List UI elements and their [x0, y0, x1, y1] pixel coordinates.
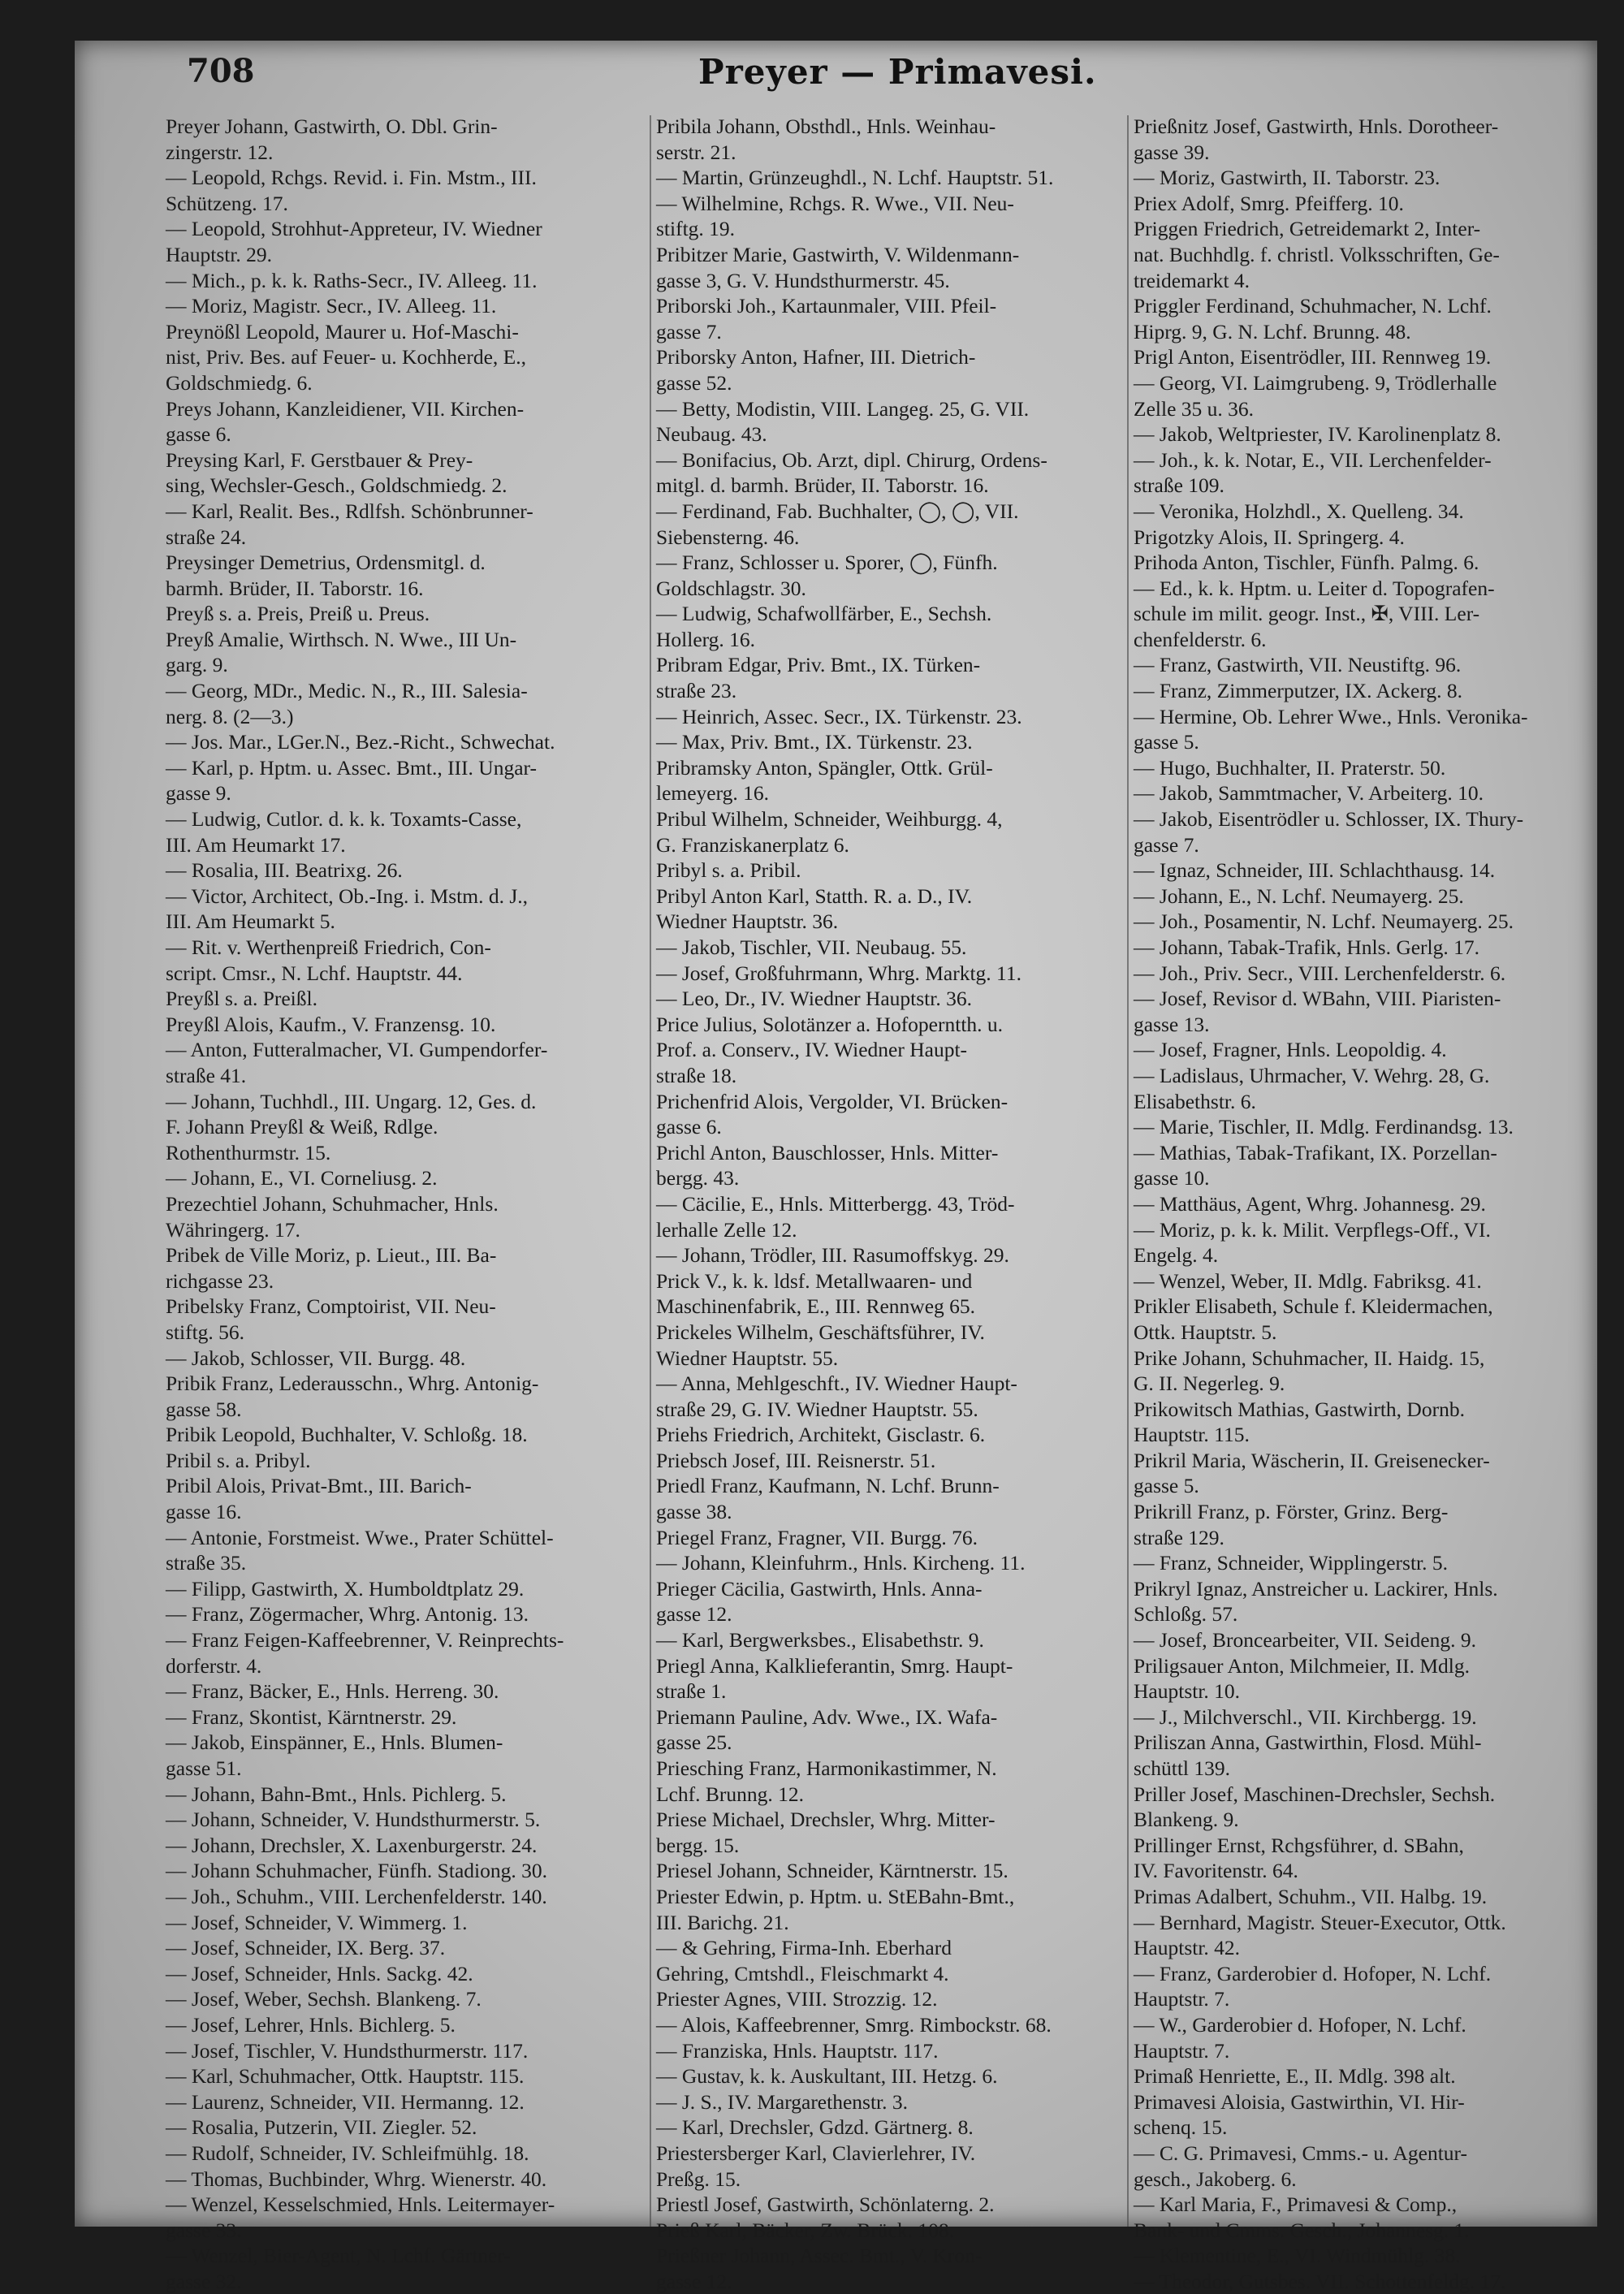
- directory-line: straße 23.: [656, 679, 737, 703]
- directory-line: Priester Agnes, VIII. Strozzig. 12.: [656, 1987, 938, 2011]
- directory-line: Priese Michael, Drechsler, Whrg. Mitter-: [656, 1808, 996, 1832]
- directory-line: zingerstr. 12.: [166, 140, 274, 164]
- directory-line: Pribramsky Anton, Spängler, Ottk. Grül-: [656, 755, 993, 780]
- directory-line: — Martin, Grünzeughdl., N. Lchf. Hauptstr. 51.: [656, 166, 1054, 190]
- directory-line: — Jakob, Sammtmacher, V. Arbeiterg. 10.: [1134, 781, 1484, 806]
- directory-line: Rothenthurmstr. 15.: [166, 1140, 331, 1164]
- directory-line: gasse 6.: [166, 422, 231, 447]
- directory-line: Prigl Anton, Eisentrödler, III. Rennweg 19.: [1134, 345, 1492, 369]
- directory-line: straße 109.: [1134, 473, 1224, 498]
- directory-line: — Marie, Tischler, II. Mdlg. Ferdinandsg. 13.: [1134, 1115, 1514, 1139]
- directory-line: — C. G. Primavesi, Cmms.- u. Agentur-: [1134, 2141, 1468, 2165]
- directory-line: Prichl Anton, Bauschlosser, Hnls. Mitter-: [656, 1140, 999, 1164]
- directory-line: — Josef, Schneider, Hnls. Sackg. 42.: [166, 1961, 473, 1985]
- directory-line: Hauptstr. 115.: [1134, 1423, 1250, 1447]
- directory-line: — Johann, E., VI. Corneliusg. 2.: [166, 1166, 438, 1190]
- directory-line: gasse 7.: [1134, 832, 1199, 857]
- directory-line: — Johann, Tuchhdl., III. Ungarg. 12, Ges. d.: [166, 1089, 537, 1113]
- directory-line: straße 18.: [656, 1063, 737, 1087]
- directory-line: — Moriz, p. k. k. Milit. Verpflegs-Off., VI.: [1134, 1217, 1491, 1242]
- directory-line: Bank- und Cmms. Gesch., Johannesg. 1.: [1134, 2218, 1470, 2242]
- directory-line: Prigotzky Alois, II. Springerg. 4.: [1134, 525, 1405, 549]
- directory-line: gasse 51.: [166, 1756, 242, 1780]
- directory-line: — J., Milchverschl., VII. Kirchbergg. 19.: [1134, 1704, 1477, 1729]
- directory-line: stiftg. 19.: [656, 217, 736, 241]
- directory-line: — Moriz, Gastwirth, II. Taborstr. 23.: [1134, 166, 1440, 190]
- directory-line: III. Am Heumarkt 17.: [166, 832, 346, 857]
- column-rule-1: [650, 115, 651, 2227]
- directory-line: Prikril Maria, Wäscherin, II. Greisenecker-: [1134, 1448, 1490, 1472]
- directory-line: Priehs Friedrich, Architekt, Gisclastr. 6.: [656, 1423, 986, 1447]
- directory-line: Blankeng. 9.: [1134, 1808, 1239, 1832]
- directory-line: — Josef, Fragner, Hnls. Leopoldig. 4.: [1134, 1038, 1447, 1062]
- directory-line: — Joh., k. k. Notar, E., VII. Lerchenfelder-: [1134, 447, 1492, 472]
- directory-line: straße 29, G. IV. Wiedner Hauptstr. 55.: [656, 1397, 978, 1421]
- directory-line: gasse 12.: [656, 1602, 732, 1627]
- column-2: [656, 114, 1124, 2293]
- directory-line: — Bonifacius, Ob. Arzt, dipl. Chirurg, Ordens-: [656, 447, 1047, 472]
- directory-line: — Josef, Schneider, V. Wimmerg. 1.: [166, 1910, 468, 1934]
- directory-line: — Jakob, Weltpriester, IV. Karolinenplatz 8.: [1134, 422, 1501, 447]
- directory-line: — Johann, Tabak-Trafik, Hnls. Gerlg. 17.: [1134, 935, 1480, 959]
- directory-line: Hauptstr. 42.: [1134, 1936, 1241, 1960]
- directory-line: Elisabethstr. 6.: [1134, 1089, 1256, 1113]
- directory-line: Hauptstr. 29.: [166, 242, 273, 266]
- directory-line: — Franz, Schneider, Wipplingerstr. 5.: [1134, 1551, 1448, 1575]
- directory-line: Goldschmiedg. 6.: [166, 370, 313, 395]
- directory-line: Pribil Alois, Privat-Bmt., III. Barich-: [166, 1474, 472, 1498]
- directory-line: — Rosalia, Putzerin, VII. Ziegler. 52.: [166, 2115, 477, 2140]
- directory-line: gasse 32.: [166, 2269, 242, 2293]
- directory-line: — Josef, Lehrer, Hnls. Bichlerg. 5.: [166, 2012, 456, 2037]
- directory-line: Ottk. Hauptstr. 5.: [1134, 1320, 1277, 1344]
- directory-line: Pribik Leopold, Buchhalter, V. Schloßg. 18.: [166, 1423, 528, 1447]
- directory-line: chenfelderstr. 6.: [1134, 627, 1267, 651]
- directory-line: — Ed., k. k. Hptm. u. Leiter d. Topografen-: [1134, 576, 1495, 600]
- directory-line: — Joh., Priv. Secr., VIII. Lerchenfelderstr. 6.: [1134, 961, 1506, 985]
- directory-line: gasse 9.: [166, 781, 231, 806]
- directory-line: straße 1.: [656, 1679, 727, 1704]
- directory-line: — Franz, Skontist, Kärntnerstr. 29.: [166, 1704, 457, 1729]
- directory-line: — Hermine, Ob. Lehrer Wwe., Hnls. Veronika-: [1134, 704, 1528, 728]
- directory-line: Neubaug. 43.: [656, 422, 767, 447]
- directory-line: gasse 52.: [656, 370, 732, 395]
- directory-line: Maschinenfabrik, E., III. Rennweg 65.: [656, 1294, 976, 1319]
- directory-line: — Josef, Weber, Sechsh. Blankeng. 7.: [166, 1987, 482, 2011]
- directory-line: — J. S., IV. Margarethenstr. 3.: [656, 2089, 908, 2114]
- directory-line: — W., Garderobier d. Hofoper, N. Lchf.: [1134, 2012, 1466, 2037]
- directory-line: Preyß Amalie, Wirthsch. N. Wwe., III Un-: [166, 627, 517, 651]
- directory-line: — Wenzel, Kesselschmied, Hnls. Leitermayer-: [166, 2192, 555, 2217]
- directory-line: bergg. 15.: [656, 1833, 740, 1857]
- directory-line: — Wenzel, Weber, II. Mdlg. Fabriksg. 41.: [1134, 1268, 1482, 1293]
- directory-line: — Josef, Schneider, IX. Berg. 37.: [166, 1936, 446, 1960]
- directory-line: — Leopold, Rchgs. Revid. i. Fin. Mstm., III.: [166, 166, 537, 190]
- directory-line: Preyer Johann, Gastwirth, O. Dbl. Grin-: [166, 114, 498, 138]
- directory-line: III. Barichg. 21.: [656, 1910, 789, 1934]
- directory-line: Pribitzer Marie, Gastwirth, V. Wildenmann-: [656, 242, 1020, 266]
- directory-line: serstr. 21.: [656, 140, 736, 164]
- directory-line: Engelg. 4.: [1134, 1243, 1219, 1268]
- directory-line: Price Julius, Solotänzer a. Hofoperntth. u.: [656, 1012, 1004, 1036]
- directory-line: Priliszan Anna, Gastwirthin, Flosd. Mühl-: [1134, 1730, 1482, 1755]
- directory-line: Pribyl Anton Karl, Statth. R. a. D., IV.: [656, 883, 973, 908]
- directory-line: Priex Adolf, Smrg. Pfeifferg. 10.: [1134, 191, 1404, 215]
- directory-line: gasse 3, G. V. Hundsthurmerstr. 45.: [656, 268, 950, 292]
- directory-line: — & Gehring, Firma-Inh. Eberhard: [656, 1936, 952, 1960]
- directory-line: — Johann, Trödler, III. Rasumoffskyg. 29.: [656, 1243, 1009, 1268]
- directory-line: Pribyl s. a. Pribil.: [656, 858, 801, 883]
- directory-line: — Ignaz, Schneider, III. Schlachthausg. 14.: [1134, 858, 1496, 883]
- directory-line: schüttl 139.: [1134, 1756, 1230, 1780]
- directory-line: Preyßl s. a. Preißl.: [166, 987, 317, 1011]
- directory-line: — Anna, Mehlgeschft., IV. Wiedner Haupt-: [656, 1372, 1017, 1396]
- directory-line: — Josef, Tischler, V. Hundsthurmerstr. 117.: [166, 2038, 529, 2063]
- directory-line: — Karl, p. Hptm. u. Assec. Bmt., III. Ungar-: [166, 755, 537, 780]
- directory-line: Siebensterng. 46.: [656, 525, 800, 549]
- directory-line: straße 35.: [166, 1551, 247, 1575]
- directory-line: gasse 10.: [1134, 1166, 1210, 1190]
- directory-line: gasse 38.: [656, 1500, 732, 1524]
- column-1: [166, 114, 641, 2293]
- page-number: 708: [187, 52, 255, 90]
- directory-line: Preynößl Leopold, Maurer u. Hof-Maschi-: [166, 319, 519, 343]
- directory-line: — Franz, Garderobier d. Hofoper, N. Lchf.: [1134, 1961, 1492, 1985]
- directory-line: Prof. a. Conserv., IV. Wiedner Haupt-: [656, 1038, 968, 1062]
- directory-line: Priester Edwin, p. Hptm. u. StEBahn-Bmt.,: [656, 1884, 1015, 1908]
- directory-line: — Karl, Bergwerksbes., Elisabethstr. 9.: [656, 1628, 984, 1652]
- directory-line: Hiprg. 9, G. N. Lchf. Brunng. 48.: [1134, 319, 1411, 343]
- directory-line: Priestersberger Karl, Clavierlehrer, IV.: [656, 2141, 976, 2165]
- directory-line: — Klementine, E., VI. Windmühlg. 38.: [1134, 2244, 1461, 2268]
- directory-line: Prikler Elisabeth, Schule f. Kleidermachen,: [1134, 1294, 1493, 1319]
- directory-line: — Karl, Realit. Bes., Rdlfsh. Schönbrunner-: [166, 499, 533, 523]
- directory-line: gasse 13.: [1134, 1012, 1210, 1036]
- directory-line: — Ferdinand, Fab. Buchhalter, ◯, ◯, VII.: [656, 499, 1019, 523]
- directory-line: Hauptstr. 7.: [1134, 1987, 1230, 2011]
- directory-line: — Karl Maria, F., Primavesi & Comp.,: [1134, 2192, 1458, 2217]
- directory-line: — Franz, Bäcker, E., Hnls. Herreng. 30.: [166, 1679, 499, 1704]
- directory-line: — Heinrich, Assec. Secr., IX. Türkenstr. 23.: [656, 704, 1022, 728]
- directory-line: gasse 6.: [656, 1115, 722, 1139]
- directory-line: Priegel Franz, Fragner, VII. Burgg. 76.: [656, 1525, 978, 1549]
- directory-line: Prießner Johann, Assec. Bmt., V. Kron-: [656, 2244, 983, 2268]
- directory-line: Prikowitsch Mathias, Gastwirth, Dornb.: [1134, 1397, 1465, 1421]
- directory-line: Priedl Franz, Kaufmann, N. Lchf. Brunn-: [656, 1474, 1000, 1498]
- directory-line: — Wenzel, Bier-Agent, N. Lchf. Gärtner-: [166, 2244, 511, 2268]
- directory-line: Prieß Karl, Bäcker, Zw. Brück. 108.: [656, 2218, 954, 2242]
- directory-line: — Joh., Posamentir, N. Lchf. Neumayerg. 25.: [1134, 909, 1514, 934]
- directory-line: barmh. Brüder, II. Taborstr. 16.: [166, 576, 424, 600]
- directory-line: Wiedner Hauptstr. 36.: [656, 909, 839, 934]
- directory-line: — Josef, Broncearbeiter, VII. Seideng. 9.: [1134, 1628, 1476, 1652]
- directory-line: Primas Adalbert, Schuhm., VII. Halbg. 19.: [1134, 1884, 1488, 1908]
- directory-line: Prezechtiel Johann, Schuhmacher, Hnls.: [166, 1191, 499, 1216]
- directory-line: richgasse 23.: [166, 1268, 274, 1293]
- directory-line: Wiedner Hauptstr. 55.: [656, 1346, 839, 1370]
- directory-line: Priestl Josef, Gastwirth, Schönlaterng. 2.: [656, 2192, 995, 2217]
- directory-line: — Georg, MDr., Medic. N., R., III. Salesia-: [166, 679, 528, 703]
- column-3: [1134, 114, 1600, 2293]
- directory-line: — Filipp, Gastwirth, X. Humboldtplatz 29.: [166, 1576, 525, 1601]
- directory-line: — Moriz, Magistr. Secr., IV. Alleeg. 11.: [166, 294, 497, 318]
- directory-line: — Franziska, Hnls. Hauptstr. 117.: [656, 2038, 939, 2063]
- directory-line: Preys Johann, Kanzleidiener, VII. Kirchen-: [166, 396, 525, 421]
- directory-line: — Rudolf, Schneider, IV. Schleifmühlg. 18.: [166, 2141, 529, 2165]
- directory-line: gasse 12.: [656, 2269, 732, 2293]
- directory-line: Priller Josef, Maschinen-Drechsler, Sechsh.: [1134, 1782, 1496, 1806]
- directory-line: — Ludwig, Schafwollfärber, E., Sechsh.: [656, 602, 992, 626]
- directory-line: bergg. 43.: [656, 1166, 740, 1190]
- directory-line: nat. Buchhdlg. f. christl. Volksschriften, Ge-: [1134, 242, 1500, 266]
- directory-line: — Karl, Schuhmacher, Ottk. Hauptstr. 115.: [166, 2064, 525, 2089]
- directory-line: — Rit. v. Werthenpreiß Friedrich, Con-: [166, 935, 491, 959]
- directory-line: Pribik Franz, Lederausschn., Whrg. Antonig-: [166, 1372, 539, 1396]
- directory-line: — Franz, Gastwirth, VII. Neustiftg. 96.: [1134, 653, 1462, 677]
- directory-line: Primaß Henriette, E., II. Mdlg. 398 alt.: [1134, 2064, 1456, 2089]
- directory-line: — Josef, Revisor d. WBahn, VIII. Piaristen-: [1134, 987, 1501, 1011]
- directory-line: Pribul Wilhelm, Schneider, Weihburgg. 4,: [656, 807, 1003, 832]
- directory-line: Hauptstr. 10.: [1134, 1679, 1241, 1704]
- directory-line: — Franz, Zögermacher, Whrg. Antonig. 13.: [166, 1602, 529, 1627]
- directory-line: — Franz, Schlosser u. Sporer, ◯, Fünfh.: [656, 551, 998, 575]
- directory-line: Prichenfrid Alois, Vergolder, VI. Brücken-: [656, 1089, 1009, 1113]
- directory-line: Prick V., k. k. ldsf. Metallwaaren- und: [656, 1268, 973, 1293]
- directory-line: — Theodor, Gutsbes. VII. Schottenfeldg. 17.: [1134, 2269, 1506, 2293]
- directory-line: Prillinger Ernst, Rchgsführer, d. SBahn,: [1134, 1833, 1464, 1857]
- directory-line: — Georg, VI. Laimgrubeng. 9, Trödlerhalle: [1134, 370, 1497, 395]
- directory-line: — Johann Schuhmacher, Fünfh. Stadiong. 30.: [166, 1859, 547, 1883]
- directory-line: — Laurenz, Schneider, VII. Hermanng. 12.: [166, 2089, 525, 2114]
- directory-line: Primavesi Aloisia, Gastwirthin, VI. Hir-: [1134, 2089, 1465, 2114]
- directory-line: Priemann Pauline, Adv. Wwe., IX. Wafa-: [656, 1704, 998, 1729]
- directory-line: — Ludwig, Cutlor. d. k. k. Toxamts-Casse,: [166, 807, 522, 832]
- directory-line: — Anton, Futteralmacher, VI. Gumpendorfer-: [166, 1038, 548, 1062]
- directory-line: gasse 5.: [1134, 730, 1199, 754]
- directory-line: sing, Wechsler-Gesch., Goldschmiedg. 2.: [166, 473, 508, 498]
- directory-line: — Mathias, Tabak-Trafikant, IX. Porzellan-: [1134, 1140, 1497, 1164]
- directory-line: — Mich., p. k. k. Raths-Secr., IV. Alleeg. 11.: [166, 268, 538, 292]
- directory-line: schule im milit. geogr. Inst., ✠, VIII. Ler-: [1134, 602, 1480, 626]
- directory-line: straße 129.: [1134, 1525, 1224, 1549]
- directory-line: — Bernhard, Magistr. Steuer-Executor, Ottk.: [1134, 1910, 1506, 1934]
- directory-line: III. Am Heumarkt 5.: [166, 909, 335, 934]
- directory-line: Hollerg. 16.: [656, 627, 756, 651]
- directory-line: mitgl. d. barmh. Brüder, II. Taborstr. 16.: [656, 473, 989, 498]
- directory-line: — Thomas, Buchbinder, Whrg. Wienerstr. 40.: [166, 2167, 547, 2191]
- directory-line: gasse 25.: [656, 1730, 732, 1755]
- directory-line: Prickeles Wilhelm, Geschäftsführer, IV.: [656, 1320, 985, 1344]
- directory-line: — Antonie, Forstmeist. Wwe., Prater Schüttel-: [166, 1525, 554, 1549]
- directory-line: — Karl, Drechsler, Gdzd. Gärtnerg. 8.: [656, 2115, 974, 2140]
- directory-line: — Rosalia, III. Beatrixg. 26.: [166, 858, 403, 883]
- directory-line: — Veronika, Holzhdl., X. Quelleng. 34.: [1134, 499, 1464, 523]
- directory-line: garg. 9.: [166, 653, 228, 677]
- directory-line: — Joh., Schuhm., VIII. Lerchenfelderstr. 140.: [166, 1884, 547, 1908]
- directory-line: — Jakob, Eisentrödler u. Schlosser, IX. Thury-: [1134, 807, 1524, 832]
- directory-line: — Jakob, Einspänner, E., Hnls. Blumen-: [166, 1730, 503, 1755]
- directory-line: Priborsky Anton, Hafner, III. Dietrich-: [656, 345, 976, 369]
- directory-line: — Johann, Kleinfuhrm., Hnls. Kircheng. 11.: [656, 1551, 1026, 1575]
- directory-line: gesch., Jakoberg. 6.: [1134, 2167, 1297, 2191]
- directory-line: Pribram Edgar, Priv. Bmt., IX. Türken-: [656, 653, 981, 677]
- directory-line: — Johann, Schneider, V. Hundsthurmerstr. 5.: [166, 1808, 541, 1832]
- directory-line: — Leo, Dr., IV. Wiedner Hauptstr. 36.: [656, 987, 972, 1011]
- directory-line: Preyß s. a. Preis, Preiß u. Preus.: [166, 602, 430, 626]
- directory-line: Prike Johann, Schuhmacher, II. Haidg. 15,: [1134, 1346, 1485, 1370]
- directory-line: gasse 7.: [656, 319, 722, 343]
- directory-line: — Josef, Großfuhrmann, Whrg. Marktg. 11.: [656, 961, 1021, 985]
- directory-line: Goldschlagstr. 30.: [656, 576, 806, 600]
- running-head: Preyer — Primavesi.: [698, 52, 1097, 92]
- directory-line: — Wilhelmine, Rchgs. R. Wwe., VII. Neu-: [656, 191, 1014, 215]
- directory-line: Prikryl Ignaz, Anstreicher u. Lackirer, Hnls.: [1134, 1576, 1498, 1601]
- directory-line: — Gustav, k. k. Auskultant, III. Hetzg. 6.: [656, 2064, 998, 2089]
- directory-line: — Jakob, Tischler, VII. Neubaug. 55.: [656, 935, 967, 959]
- directory-line: — Jakob, Schlosser, VII. Burgg. 48.: [166, 1346, 466, 1370]
- directory-line: Zelle 35 u. 36.: [1134, 396, 1255, 421]
- directory-line: — Victor, Architect, Ob.-Ing. i. Mstm. d. J.,: [166, 883, 529, 908]
- directory-line: Hauptstr. 7.: [1134, 2038, 1230, 2063]
- directory-line: Priesching Franz, Harmonikastimmer, N.: [656, 1756, 997, 1780]
- directory-line: lerhalle Zelle 12.: [656, 1217, 797, 1242]
- directory-line: Prießnitz Josef, Gastwirth, Hnls. Dorotheer-: [1134, 114, 1499, 138]
- directory-line: Prihoda Anton, Tischler, Fünfh. Palmg. 6.: [1134, 551, 1479, 575]
- directory-line: — Max, Priv. Bmt., IX. Türkenstr. 23.: [656, 730, 973, 754]
- directory-line: — Hugo, Buchhalter, II. Praterstr. 50.: [1134, 755, 1446, 780]
- directory-line: Priesel Johann, Schneider, Kärntnerstr. 15.: [656, 1859, 1009, 1883]
- directory-line: Gehring, Cmtshdl., Fleischmarkt 4.: [656, 1961, 949, 1985]
- directory-line: Pribila Johann, Obsthdl., Hnls. Weinhau-: [656, 114, 996, 138]
- directory-line: treidemarkt 4.: [1134, 268, 1250, 292]
- directory-line: — Betty, Modistin, VIII. Langeg. 25, G. VII.: [656, 396, 1030, 421]
- directory-line: schenq. 15.: [1134, 2115, 1228, 2140]
- directory-line: — Matthäus, Agent, Whrg. Johannesg. 29.: [1134, 1191, 1486, 1216]
- directory-line: — Johann, E., N. Lchf. Neumayerg. 25.: [1134, 883, 1464, 908]
- directory-line: — Franz Feigen-Kaffeebrenner, V. Reinprechts-: [166, 1628, 564, 1652]
- directory-line: Priggler Ferdinand, Schuhmacher, N. Lchf.: [1134, 294, 1492, 318]
- directory-line: — Johann, Drechsler, X. Laxenburgerstr. 24.: [166, 1833, 538, 1857]
- directory-line: dorferstr. 4.: [166, 1653, 262, 1678]
- directory-line: — Johann, Bahn-Bmt., Hnls. Pichlerg. 5.: [166, 1782, 507, 1806]
- directory-line: G. II. Negerleg. 9.: [1134, 1372, 1285, 1396]
- directory-line: — Cäcilie, E., Hnls. Mitterbergg. 43, Tröd-: [656, 1191, 1015, 1216]
- directory-line: Pribelsky Franz, Comptoirist, VII. Neu-: [166, 1294, 496, 1319]
- directory-line: Währingerg. 17.: [166, 1217, 300, 1242]
- directory-line: gasse 39.: [1134, 140, 1210, 164]
- directory-line: Prikrill Franz, p. Förster, Grinz. Berg-: [1134, 1500, 1449, 1524]
- directory-line: nerg. 8. (2—3.): [166, 704, 294, 728]
- directory-line: Preyßl Alois, Kaufm., V. Franzensg. 10.: [166, 1012, 496, 1036]
- directory-line: — Ladislaus, Uhrmacher, V. Wehrg. 28, G.: [1134, 1063, 1490, 1087]
- directory-line: gasse 58.: [166, 1397, 242, 1421]
- directory-line: Lchf. Brunng. 12.: [656, 1782, 805, 1806]
- directory-line: Priborski Joh., Kartaunmaler, VIII. Pfeil-: [656, 294, 997, 318]
- directory-line: Priligsauer Anton, Milchmeier, II. Mdlg.: [1134, 1653, 1471, 1678]
- directory-line: straße 41.: [166, 1063, 247, 1087]
- directory-line: gasse 5.: [1134, 1474, 1199, 1498]
- directory-line: Schützeng. 17.: [166, 191, 288, 215]
- directory-line: Priggen Friedrich, Getreidemarkt 2, Inter-: [1134, 217, 1481, 241]
- directory-line: lemeyerg. 16.: [656, 781, 770, 806]
- directory-line: — Jos. Mar., LGer.N., Bez.-Richt., Schwechat.: [166, 730, 555, 754]
- directory-line: Priebsch Josef, III. Reisnerstr. 51.: [656, 1448, 936, 1472]
- directory-line: stiftg. 56.: [166, 1320, 245, 1344]
- directory-line: Schloßg. 57.: [1134, 1602, 1238, 1627]
- directory-line: script. Cmsr., N. Lchf. Hauptstr. 44.: [166, 961, 463, 985]
- directory-line: — Alois, Kaffeebrenner, Smrg. Rimbockstr. 68.: [656, 2012, 1052, 2037]
- directory-line: — Franz, Zimmerputzer, IX. Ackerg. 8.: [1134, 679, 1462, 703]
- directory-line: IV. Favoritenstr. 64.: [1134, 1859, 1298, 1883]
- directory-line: Pribek de Ville Moriz, p. Lieut., III. Ba-: [166, 1243, 497, 1268]
- directory-line: gasse 33.: [166, 2218, 242, 2242]
- directory-line: Prieger Cäcilia, Gastwirth, Hnls. Anna-: [656, 1576, 983, 1601]
- directory-line: straße 24.: [166, 525, 247, 549]
- directory-line: Preysinger Demetrius, Ordensmitgl. d.: [166, 551, 486, 575]
- directory-line: F. Johann Preyßl & Weiß, Rdlge.: [166, 1115, 438, 1139]
- directory-line: Preßg. 15.: [656, 2167, 741, 2191]
- directory-line: Preysing Karl, F. Gerstbauer & Prey-: [166, 447, 473, 472]
- column-rule-2: [1127, 115, 1129, 2227]
- directory-line: Priegl Anna, Kalklieferantin, Smrg. Haupt-: [656, 1653, 1013, 1678]
- directory-line: Pribil s. a. Pribyl.: [166, 1448, 311, 1472]
- directory-line: nist, Priv. Bes. auf Feuer- u. Kochherde, E.,: [166, 345, 526, 369]
- directory-line: gasse 16.: [166, 1500, 242, 1524]
- directory-line: — Leopold, Strohhut-Appreteur, IV. Wiedner: [166, 217, 542, 241]
- directory-line: G. Franziskanerplatz 6.: [656, 832, 849, 857]
